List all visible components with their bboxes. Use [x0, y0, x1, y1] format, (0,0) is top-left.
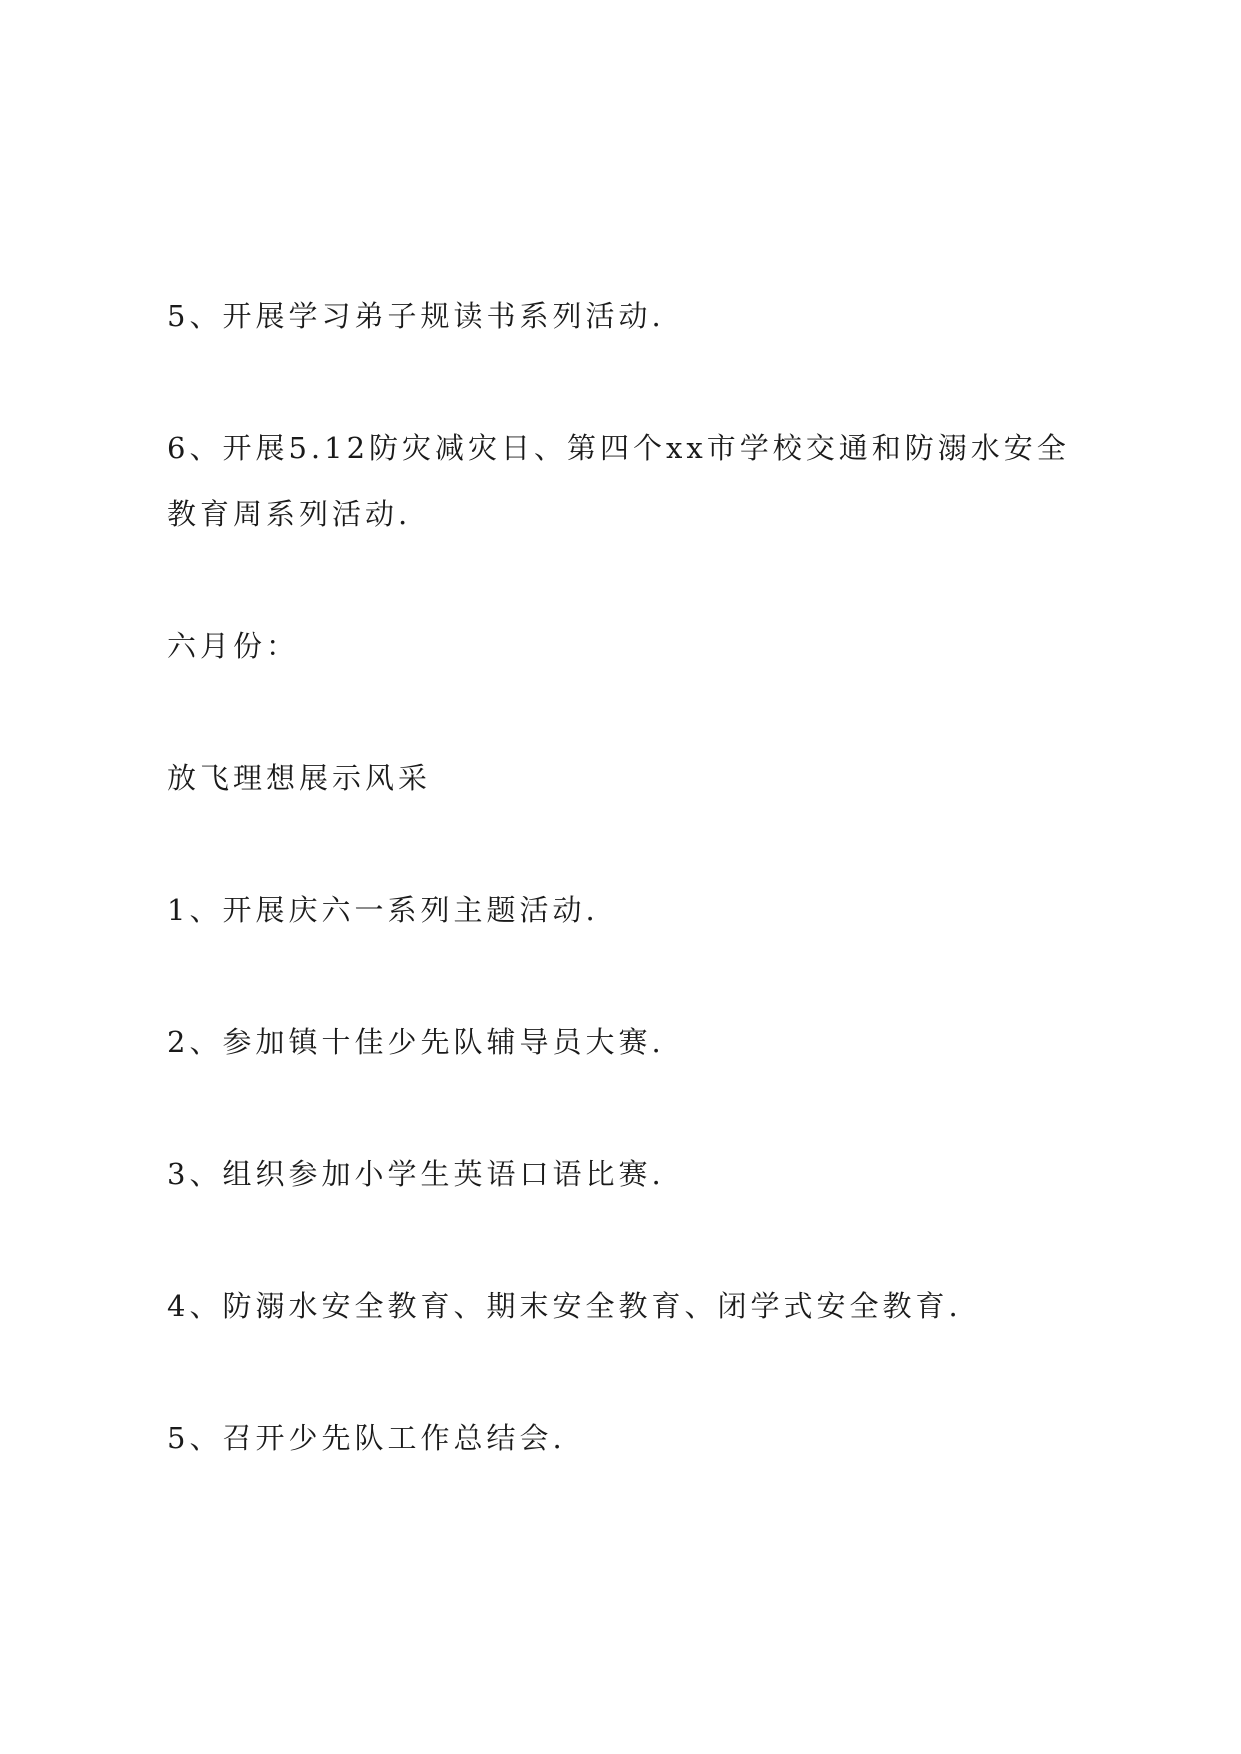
section-heading-june: 六月份：: [167, 629, 300, 663]
section-subtitle: 放飞理想展示风采: [167, 761, 432, 795]
list-item-2: 2、参加镇十佳少先队辅导员大赛.: [167, 1025, 665, 1059]
paragraph-item-5-reading-activity: 5、开展学习弟子规读书系列活动.: [167, 299, 665, 333]
list-item-5: 5、召开少先队工作总结会.: [167, 1421, 566, 1455]
list-item-1: 1、开展庆六一系列主题活动.: [167, 893, 599, 927]
list-item-3: 3、组织参加小学生英语口语比赛.: [167, 1157, 665, 1191]
paragraph-item-6-safety-week: 6、开展5.12防灾减灾日、第四个xx市学校交通和防溺水安全教育周系列活动.: [167, 431, 1070, 531]
list-item-4: 4、防溺水安全教育、期末安全教育、闭学式安全教育.: [167, 1289, 962, 1323]
